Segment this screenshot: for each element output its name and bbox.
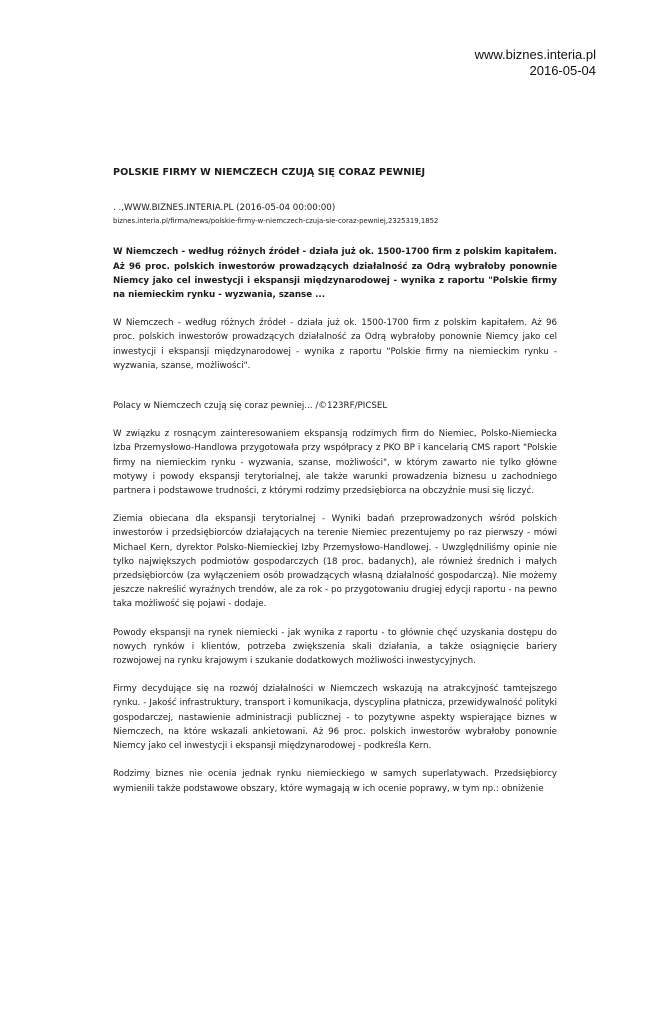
article-paragraph: Ziemia obiecana dla ekspansji terytorialnej - Wyniki badań przeprowadzonych wśród polskich inwestorów i przedsiębiorców działających na terenie Niemiec prezentujemy po raz pierwszy - mówi Michael Kern, dyrektor Polsko-Niemieckiej Izby Przemysłowo-Handlowej. - Uwzględniliśmy opinie nie tylko największych podmiotów gospodarczych (18 proc. badanych), ale również średnich i małych przedsiębiorców (za wyłączeniem osób prowadzących własną działalność gospodarczą). Nie możemy jeszcze nakreślić wyraźnych trendów, ale za rok - po przygotowaniu drugiej edycji raportu - na pewno taka możliwość się pojawi - dodaje. [113,514,557,610]
photo-caption: Polacy w Niemczech czują się coraz pewniej... /©123RF/PICSEL [113,401,388,412]
header-date: 2016-05-04 [529,63,596,78]
article [113,166,557,810]
article-paragraph: Powody ekspansji na rynek niemiecki - jak wynika z raportu - to głównie chęć uzyskania dostępu do nowych rynków i klientów, potrzeba zwiększenia skali działania, a także osiągnięcie bariery rozwojowej na rynku krajowym i szukanie dodatkowych możliwości inwestycyjnych. [113,627,557,667]
article-url: biznes.interia.pl/firma/news/polskie-firmy-w-niemczech-czuja-sie-coraz-pewniej,2325319,1852 [113,217,439,226]
spacer [113,387,557,399]
article-lead: W Niemczech - według różnych źródeł - działa już ok. 1500-1700 firm z polskim kapitałem. Aż 96 proc. polskich inwestorów prowadzących działalność za Odrą wybrałoby ponownie Niemcy jako cel inwestycji i ekspansji międzynarodowej - wynika z raportu "Polskie firmy na niemieckim rynku - wyzwania, szanse ... [113,247,557,301]
article-paragraph: Rodzimy biznes nie ocenia jednak rynku niemieckiego w samych superlatywach. Przedsiębiorcy wymienili także podstawowe obszary, które wymagają w ich ocenie poprawy, w tym np.: obniżenie [113,769,557,794]
site-name: www.biznes.interia.pl [474,47,596,62]
article-paragraph: W związku z rosnącym zainteresowaniem ekspansją rodzimych firm do Niemiec, Polsko-Niemiecka Izba Przemysłowo-Handlowa przygotowała przy współpracy z PKO BP i kancelarią CMS raport "Polskie firmy na niemieckim rynku - wyzwania, szanse, możliwości", w którym zawarto nie tylko główne motywy i powody ekspansji terytorialnej, ale także warunki prowadzenia biznesu u zachodniego partnera i podstawowe trudności, z którymi rodzimy przedsiębiorca na obczyźnie musi się liczyć. [113,429,557,497]
article-paragraph: Firmy decydujące się na rozwój działalności w Niemczech wskazują na atrakcyjność tamtejszego rynku. - Jakość infrastruktury, transport i komunikacja, dyscyplina płatnicza, przewidywalność polityki gospodarczej, nastawienie administracji publicznej - to pozytywne aspekty wspierające biznes w Niemczech, na które wskazali ankietowani. Aż 96 proc. polskich inwestorów wybrałoby ponownie Niemcy jako cel inwestycji i ekspansji międzynarodowej - podkreśla Kern. [113,684,557,752]
article-intro: W Niemczech - według różnych źródeł - działa już ok. 1500-1700 firm z polskim kapitałem. Aż 96 proc. polskich inwestorów prowadzących działalność za Odrą wybrałoby ponownie Niemcy jako cel inwestycji i ekspansji międzynarodowej - wynika z raportu "Polskie firmy na niemieckim rynku - wyzwania, szanse, możliwości". [113,318,557,371]
page-header [475,47,596,79]
article-title: POLSKIE FIRMY W NIEMCZECH CZUJĄ SIĘ CORAZ PEWNIEJ [113,167,426,178]
article-source: . .,WWW.BIZNES.INTERIA.PL (2016-05-04 00:00:00) [113,203,336,214]
